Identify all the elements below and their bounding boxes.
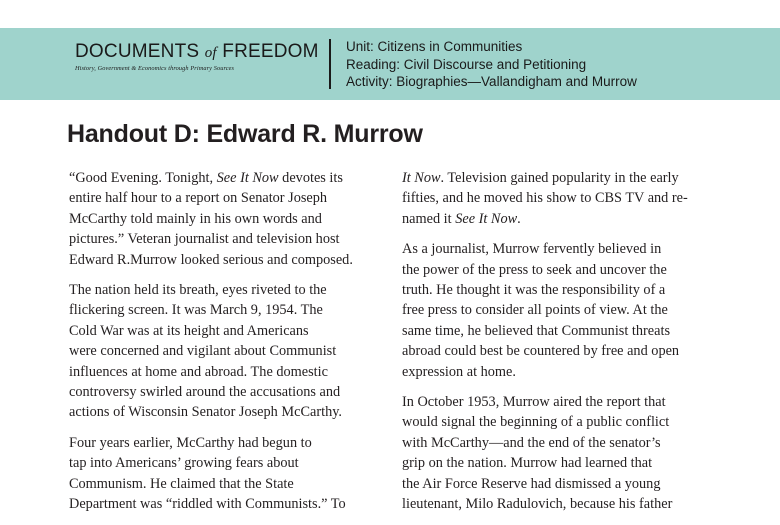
reading-label: Reading: Civil Discourse and Petitioning	[346, 56, 587, 72]
text-line: Department was “riddled with Communists.” To	[69, 496, 346, 513]
text-line: flickering screen. It was March 9, 1954. The	[69, 302, 323, 319]
text-line: with McCarthy—and the end of the senator’s	[402, 434, 661, 451]
text-line: free press to consider all points of view. At the	[402, 302, 668, 319]
text-line: McCarthy told mainly in his own words and	[69, 210, 322, 227]
text-line: the power of the press to seek and uncover the	[402, 261, 667, 278]
paragraph	[69, 280, 374, 423]
brand-subtitle: History, Government & Economics through Primary Sources	[75, 65, 235, 72]
header-banner	[0, 28, 780, 100]
show-title-italic: See It Now	[216, 170, 279, 186]
text-run: “Good Evening. Tonight,	[69, 170, 217, 186]
text-line: would signal the beginning of a public conflict	[402, 414, 670, 431]
right-column	[402, 168, 712, 525]
unit-info	[346, 38, 637, 91]
text-line: pictures.” Veteran journalist and television host	[69, 231, 340, 248]
text-line: abroad could best be countered by free and open	[402, 343, 680, 360]
text-line: lieutenant, Milo Radulovich, because his father	[402, 496, 673, 513]
show-title-italic: It Now	[402, 170, 441, 186]
brand-title-part: DOCUMENTS	[75, 41, 205, 62]
left-column	[69, 168, 374, 525]
paragraph	[402, 392, 712, 514]
text-run: .	[517, 210, 521, 227]
brand-title-part: FREEDOM	[216, 41, 319, 62]
paragraph	[69, 433, 374, 515]
text-line: grip on the nation. Murrow had learned that	[402, 455, 653, 472]
text-line: were concerned and vigilant about Communist	[69, 343, 337, 360]
text-line: same time, he believed that Communist threats	[402, 322, 671, 339]
text-run: named it	[402, 210, 456, 227]
text-line: influences at home and abroad. The domestic	[69, 363, 328, 380]
brand-logo	[75, 41, 319, 72]
brand-title	[75, 41, 319, 64]
paragraph	[402, 239, 712, 382]
text-line: controversy swirled around the accusations and	[69, 384, 341, 401]
show-title-italic: See It Now	[455, 210, 518, 227]
text-line: Communism. He claimed that the State	[69, 475, 294, 492]
text-run: . Television gained popularity in the early	[440, 170, 679, 186]
text-line: expression at home.	[402, 363, 516, 380]
text-line	[402, 168, 712, 188]
text-line: Edward R.Murrow looked serious and composed.	[69, 251, 353, 268]
text-line: As a journalist, Murrow fervently believed in	[402, 241, 662, 258]
text-line: Four years earlier, McCarthy had begun to	[69, 434, 312, 451]
paragraph	[69, 168, 374, 270]
activity-label: Activity: Biographies—Vallandigham and Murrow	[346, 74, 637, 89]
text-line: truth. He thought it was the responsibility of a	[402, 282, 666, 299]
text-run: devotes its	[278, 170, 343, 186]
text-line: the Air Force Reserve had dismissed a young	[402, 475, 661, 492]
text-line: fifties, and he moved his show to CBS TV and re-	[402, 190, 688, 207]
header-divider	[329, 39, 331, 89]
text-line: actions of Wisconsin Senator Joseph McCarthy.	[69, 404, 343, 421]
text-line: In October 1953, Murrow aired the report that	[402, 394, 666, 411]
text-line	[69, 168, 374, 188]
unit-label: Unit: Citizens in Communities	[346, 39, 523, 54]
text-line: tap into Americans’ growing fears about	[69, 455, 299, 472]
text-line: The nation held its breath, eyes riveted to the	[69, 282, 327, 299]
text-line: entire half hour to a report on Senator Joseph	[69, 190, 328, 207]
text-line	[402, 209, 712, 229]
brand-title-of: of	[204, 45, 217, 61]
handout-title: Handout D: Edward R. Murrow	[67, 120, 423, 148]
text-line: Cold War was at its height and Americans	[69, 322, 309, 339]
paragraph	[402, 168, 712, 229]
